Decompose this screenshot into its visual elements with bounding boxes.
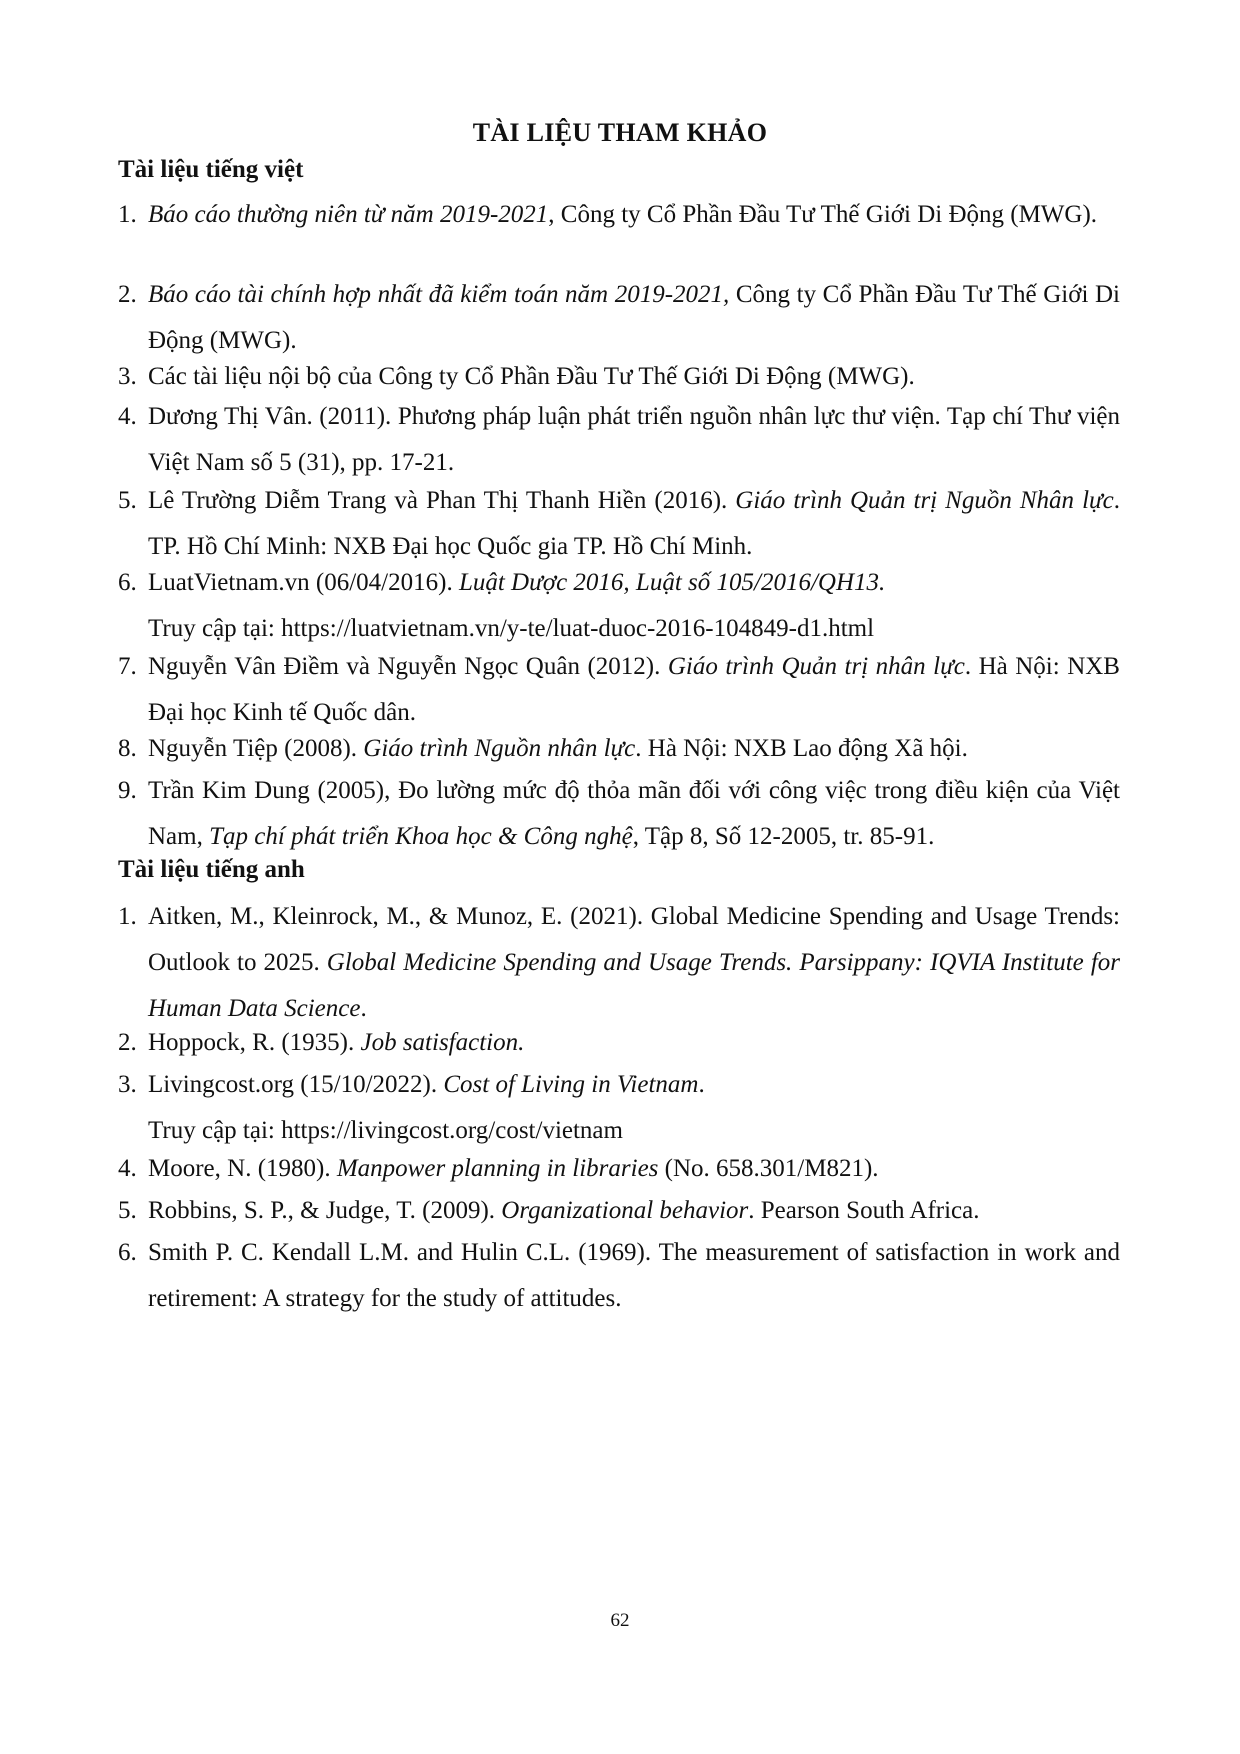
reference-item	[118, 478, 1120, 570]
reference-text	[148, 560, 1120, 606]
reference-title: Luật Dược 2016, Luật số 105/2016/QH13.	[458, 569, 886, 596]
reference-author: LuatVietnam.vn (06/04/2016).	[148, 569, 459, 596]
reference-author: Nguyễn Vân Điềm và Nguyễn Ngọc Quân (2012).	[148, 653, 668, 680]
reference-item	[118, 726, 1120, 772]
reference-text	[148, 894, 1120, 1032]
reference-item	[118, 560, 1120, 652]
reference-item	[118, 1230, 1120, 1322]
reference-author: Nguyễn Tiệp (2008).	[148, 735, 364, 762]
reference-item	[118, 192, 1120, 238]
reference-item	[118, 272, 1120, 364]
reference-author: Moore, N. (1980).	[148, 1155, 337, 1182]
reference-title: Báo cáo tài chính hợp nhất đã kiểm toán năm 2019-2021,	[148, 281, 730, 308]
reference-title: Manpower planning in libraries	[336, 1155, 659, 1182]
reference-item	[118, 394, 1120, 486]
reference-title: Cost of Living in Vietnam	[443, 1071, 699, 1098]
reference-number: 4.	[118, 1155, 137, 1182]
reference-text	[148, 726, 1120, 772]
reference-item	[118, 1062, 1120, 1154]
reference-detail: . TP. Hồ Chí Minh: NXB Đại học Quốc gia TP. Hồ Chí Minh.	[148, 487, 1120, 560]
reference-text	[148, 1230, 1120, 1322]
reference-title: Giáo trình Nguồn nhân lực	[363, 735, 636, 762]
reference-text	[148, 1062, 1120, 1108]
reference-item	[118, 1188, 1120, 1234]
reference-detail: .	[360, 995, 367, 1022]
page-title: TÀI LIỆU THAM KHẢO	[472, 118, 768, 147]
reference-text	[148, 768, 1120, 860]
reference-detail: . Hà Nội: NXB Đại học Kinh tế Quốc dân.	[148, 653, 1120, 726]
reference-item	[118, 768, 1120, 860]
reference-detail: Công ty Cổ Phần Đầu Tư Thế Giới Di Động (MWG).	[148, 281, 1120, 354]
reference-title: Job satisfaction.	[360, 1029, 525, 1056]
reference-text	[148, 272, 1120, 364]
reference-detail: Smith P. C. Kendall L.M. and Hulin C.L. (1969). The measurement of satisfaction in work and retirement: A strategy for the study of attitudes.	[148, 1239, 1120, 1312]
reference-author: Trần Kim Dung (2005), Đo lường mức độ thỏa mãn đối với công việc trong điều kiện của Việt Nam,	[148, 777, 1120, 850]
reference-detail: Các tài liệu nội bộ của Công ty Cổ Phần Đầu Tư Thế Giới Di Động (MWG).	[148, 363, 915, 390]
reference-detail: .	[698, 1071, 705, 1098]
reference-number: 6.	[118, 569, 137, 596]
reference-author: Lê Trường Diễm Trang và Phan Thị Thanh Hiền (2016).	[148, 487, 736, 514]
reference-number: 1.	[118, 903, 137, 930]
reference-title: Báo cáo thường niên từ năm 2019-2021	[148, 201, 549, 228]
reference-number: 3.	[118, 363, 137, 390]
reference-item	[118, 1020, 1120, 1066]
reference-number: 4.	[118, 403, 137, 430]
reference-text	[148, 1020, 1120, 1066]
section-heading-english: Tài liệu tiếng anh	[118, 856, 305, 883]
reference-text	[148, 192, 1120, 238]
reference-item	[118, 1146, 1120, 1192]
reference-number: 8.	[118, 735, 137, 762]
reference-number: 5.	[118, 487, 137, 514]
reference-author: Hoppock, R. (1935).	[148, 1029, 361, 1056]
reference-text	[148, 394, 1120, 486]
reference-title: Global Medicine Spending and Usage Trends. Parsippany: IQVIA Institute for Human Data Science	[148, 949, 1120, 1022]
reference-text	[148, 644, 1120, 736]
reference-number: 6.	[118, 1239, 137, 1266]
section-heading-vietnamese: Tài liệu tiếng việt	[118, 156, 304, 183]
reference-detail: . Hà Nội: NXB Lao động Xã hội.	[635, 735, 968, 762]
reference-item	[118, 894, 1120, 1032]
reference-number: 1.	[118, 201, 137, 228]
reference-detail: , Tập 8, Số 12-2005, tr. 85-91.	[632, 823, 935, 850]
reference-detail: . Pearson South Africa.	[748, 1197, 980, 1224]
reference-text	[148, 1146, 1120, 1192]
page-number: 62	[610, 1610, 630, 1631]
reference-text	[148, 1188, 1120, 1234]
reference-title: Giáo trình Quản trị Nguồn Nhân lực	[735, 487, 1114, 514]
reference-item	[118, 644, 1120, 736]
reference-title: Organizational behavior	[501, 1197, 749, 1224]
reference-detail: , Công ty Cổ Phần Đầu Tư Thế Giới Di Động (MWG).	[548, 201, 1098, 228]
reference-number: 7.	[118, 653, 137, 680]
reference-author: Aitken, M., Kleinrock, M., & Munoz, E. (2021). Global Medicine Spending and Usage Trends: Outlook to 2025.	[148, 903, 1120, 976]
reference-author: Robbins, S. P., & Judge, T. (2009).	[148, 1197, 502, 1224]
reference-access-url: Truy cập tại: https://livingcost.org/cost/vietnam	[148, 1117, 623, 1144]
reference-detail: (No. 658.301/M821).	[658, 1155, 879, 1182]
reference-number: 5.	[118, 1197, 137, 1224]
reference-text	[148, 478, 1120, 570]
reference-number: 3.	[118, 1071, 137, 1098]
reference-number: 2.	[118, 1029, 137, 1056]
reference-detail: Dương Thị Vân. (2011). Phương pháp luận phát triển nguồn nhân lực thư viện. Tạp chí Thư viện Việt Nam số 5 (31), pp. 17-21.	[148, 403, 1120, 476]
reference-access-url: Truy cập tại: https://luatvietnam.vn/y-te/luat-duoc-2016-104849-d1.html	[148, 615, 875, 642]
reference-title: Giáo trình Quản trị nhân lực	[667, 653, 965, 680]
reference-author: Livingcost.org (15/10/2022).	[148, 1071, 444, 1098]
reference-number: 2.	[118, 281, 137, 308]
reference-number: 9.	[118, 777, 137, 804]
reference-title: Tạp chí phát triển Khoa học & Công nghệ	[209, 823, 633, 850]
